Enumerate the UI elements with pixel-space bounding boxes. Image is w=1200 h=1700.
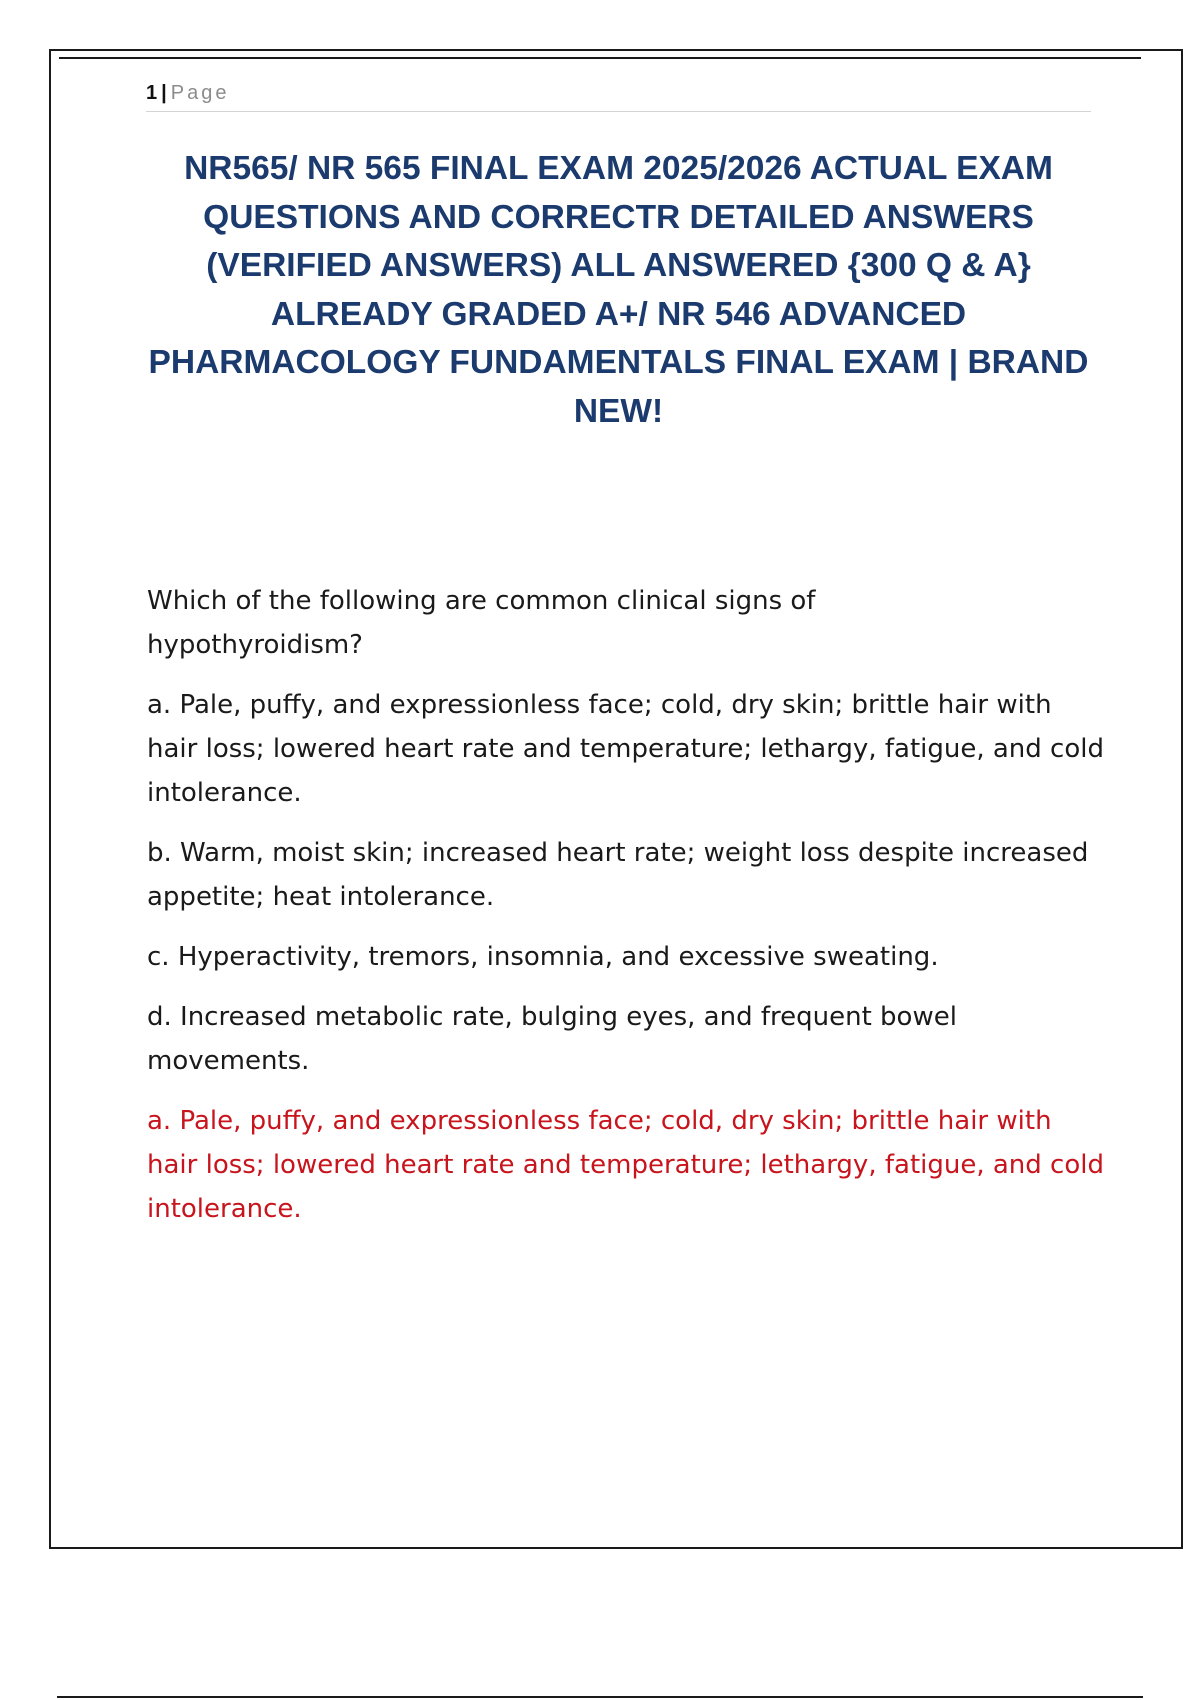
question-block bbox=[147, 579, 1107, 1247]
option-a: a. Pale, puffy, and expressionless face; cold, dry skin; brittle hair with hair loss; lowered heart rate and temperature; lethargy, fatigue, and cold intolerance. bbox=[147, 690, 1104, 808]
page-number: 1 bbox=[146, 82, 158, 104]
page-frame bbox=[49, 49, 1183, 1549]
top-rule bbox=[59, 57, 1141, 59]
question-text: Which of the following are common clinical signs of hypothyroidism? bbox=[147, 586, 816, 660]
page-label: Page bbox=[170, 82, 230, 104]
document-title: NR565/ NR 565 FINAL EXAM 2025/2026 ACTUAL EXAM QUESTIONS AND CORRECTR DETAILED ANSWERS (VERIFIED ANSWERS) ALL ANSWERED {300 Q & A} ALREADY GRADED A+/ NR 546 ADVANCED PHARMACOLOGY FUNDAMENTALS FINAL EXAM | BRAND NEW! bbox=[148, 150, 1089, 430]
option-d: d. Increased metabolic rate, bulging eyes, and frequent bowel movements. bbox=[147, 1002, 957, 1076]
option-c: c. Hyperactivity, tremors, insomnia, and excessive sweating. bbox=[147, 942, 939, 972]
page-separator: | bbox=[161, 82, 167, 104]
option-b: b. Warm, moist skin; increased heart rate; weight loss despite increased appetite; heat intolerance. bbox=[147, 838, 1089, 912]
correct-answer: a. Pale, puffy, and expressionless face; cold, dry skin; brittle hair with hair loss; lowered heart rate and temperature; lethargy, fatigue, and cold intolerance. bbox=[147, 1106, 1104, 1224]
page-header bbox=[146, 75, 1091, 112]
next-page-rule bbox=[57, 1696, 1143, 1698]
